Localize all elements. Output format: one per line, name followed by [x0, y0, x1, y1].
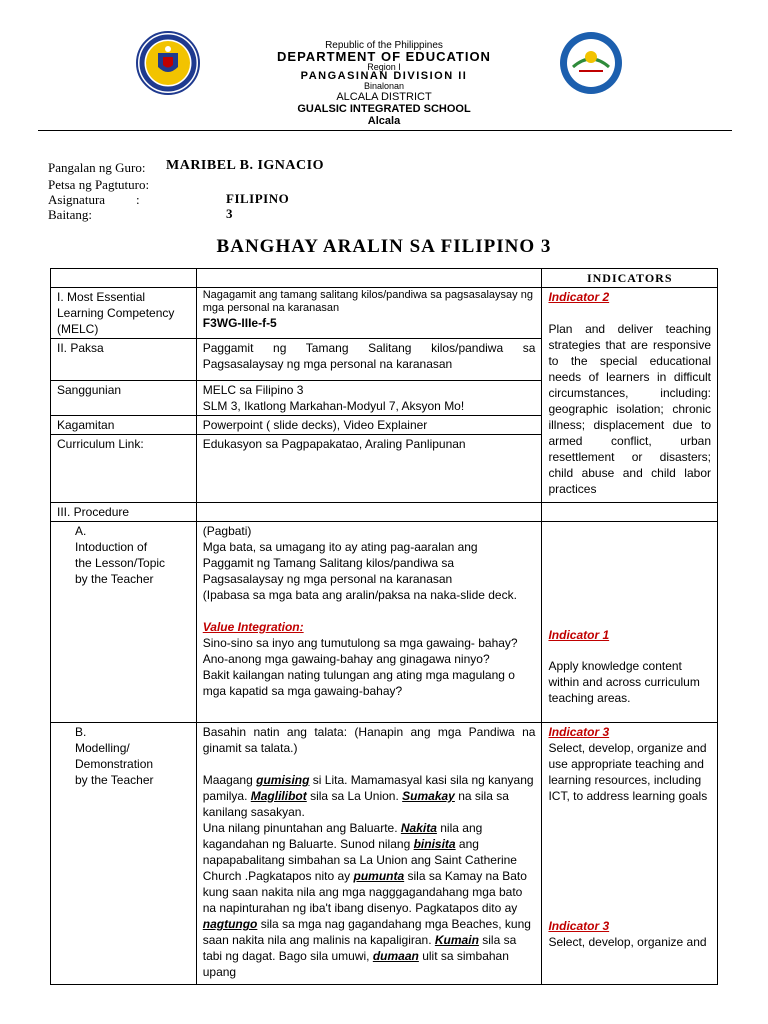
intro-line: Mga bata, sa umagang ito ay ating pag-aaralan ang — [202, 540, 478, 554]
value-line: Bakit kailangan nating tulungan ang ating mga magulang o — [202, 668, 515, 682]
table-header-row — [51, 269, 718, 288]
kagamitan-label: Kagamitan — [51, 416, 197, 435]
header-divider — [38, 130, 732, 131]
melc-code: F3WG-IIIe-f-5 — [202, 316, 277, 330]
modelling-label: Modelling/ Demonstration by the Teacher — [75, 741, 154, 787]
intro-line: (Pagbati) — [202, 524, 252, 538]
subject-colon: : — [136, 192, 140, 207]
table-row-procedure — [51, 503, 718, 522]
table-row-introduction — [51, 522, 718, 723]
indicator-3-title: Indicator 3 — [548, 725, 610, 739]
sanggunian-label: Sanggunian — [51, 381, 197, 416]
procedure-label: III. Procedure — [51, 503, 197, 522]
page-title: BANGHAY ARALIN SA FILIPINO 3 — [216, 236, 552, 257]
melc-text: Nagagamit ang tamang salitang kilos/pandiwa sa pagsasalaysay ng mga personal na karanasan — [202, 289, 533, 314]
verb-sumakay: Sumakay — [402, 789, 455, 803]
value-line: mga kapatid sa mga gawaing-bahay? — [202, 684, 403, 698]
indicator-3-cell — [542, 723, 718, 985]
value-line: Ano-anong mga gawaing-bahay ang ginagawa ninyo? — [202, 652, 490, 666]
paksa-text: Paggamit ng Tamang Salitang kilos/pandiwa sa Pagsasalaysay ng mga personal na karanasan — [196, 339, 542, 381]
division-line: PANGASINAN DIVISION II — [300, 70, 468, 82]
intro-number: A. — [75, 524, 87, 538]
republic-line: Republic of the Philippines — [325, 40, 443, 51]
region-line: Region I — [367, 62, 401, 72]
sanggunian-line-2: SLM 3, Ikatlong Markahan-Modyul 7, Aksyon Mo! — [202, 399, 465, 413]
story-paragraph: Maagang gumising si Lita. Mamamasyal kasi sila ng kanyang pamilya. Maglilibot sila sa La Union. Sumakay na sila sa kanilang sasakyan. — [202, 773, 534, 819]
paksa-label: II. Paksa — [51, 339, 197, 381]
verb-nakita: Nakita — [400, 821, 437, 835]
verb-kumain: Kumain — [434, 933, 479, 947]
verb-binisita: binisita — [413, 837, 456, 851]
verb-gumising: gumising — [256, 773, 310, 787]
teacher-value: MARIBEL B. IGNACIO — [166, 158, 324, 173]
school-line: GUALSIC INTEGRATED SCHOOL — [297, 103, 471, 115]
verb-maglilibot: Maglilibot — [250, 789, 307, 803]
town-line: Binalonan — [363, 81, 405, 91]
sanggunian-line-1: MELC sa Filipino 3 — [202, 383, 304, 397]
subject-value: FILIPINO — [226, 191, 290, 206]
intro-line: Pagsasalaysay ng mga personal na karanasan — [202, 572, 453, 586]
teacher-label: Pangalan ng Guro: — [48, 160, 146, 175]
indicator-2-title: Indicator 2 — [548, 290, 610, 304]
indicator-2-text: Plan and deliver teaching strategies that are responsive to the special educational needs of learners in difficult circumstances, including: geographic isolation; chronic illness; displacement due to armed conflict, urban resettlement or disasters; child abuse and child labor practices — [548, 322, 711, 496]
indicators-header: INDICATORS — [542, 269, 718, 288]
curriculum-text: Edukasyon sa Pagpapakatao, Araling Panlipunan — [196, 435, 542, 503]
indicator-3-text: Select, develop, organize and use appropriate teaching and learning resources, including ICT, to address learning goals — [548, 741, 708, 803]
intro-line: (Ipabasa sa mga bata ang aralin/paksa na naka-slide deck. — [202, 588, 517, 602]
department-line: DEPARTMENT OF EDUCATION — [277, 49, 491, 64]
intro-label: Intoduction of the Lesson/Topic by the Teacher — [75, 540, 166, 586]
table-row-modelling — [51, 723, 718, 985]
value-integration-heading: Value Integration: — [202, 620, 304, 634]
indicator-3b-title: Indicator 3 — [548, 919, 610, 933]
intro-line: Paggamit ng Tamang Salitang kilos/pandiwa sa — [202, 556, 455, 570]
indicator-3b-text: Select, develop, organize and — [548, 935, 707, 949]
lesson-plan-table — [50, 268, 718, 985]
melc-label: I. Most Essential Learning Competency (MELC) — [51, 288, 197, 339]
grade-label: Baitang: — [48, 207, 93, 222]
subject-label: Asignatura — [48, 192, 106, 207]
date-label: Petsa ng Pagtuturo: — [48, 177, 150, 192]
place-line: Alcala — [367, 115, 401, 127]
indicator-1-cell — [542, 522, 718, 723]
indicator-1-title: Indicator 1 — [548, 628, 610, 642]
district-line: ALCALA DISTRICT — [336, 91, 432, 103]
verb-nagtungo: nagtungo — [202, 917, 258, 931]
verb-pumunta: pumunta — [353, 869, 405, 883]
story-paragraph: Una nilang pinuntahan ang Baluarte. Nakita nila ang kagandahan ng Baluarte. Sunod nilang binisita ang napapabalitang simbahan sa La Union ang Saint Catherine Church .Pagkatapos nito ay pumunta sila sa Kamay na Bato kung saan nakita nila ang mga nagggagandahang mga bato na napinturahan ng iba't ibang disenyo. Pagkatapos dito ay nagtungo sila sa mga nag gagandahang mga Beaches, kung saan nakita nila ang malinis na kapaligiran. Kumain sila sa tabi ng dagat. Bago sila umuwi, dumaan ulit sa simbahan upang — [202, 821, 531, 979]
indicator-1-text: Apply knowledge content within and across curriculum teaching areas. — [548, 659, 700, 705]
indicator-2-cell — [542, 288, 718, 503]
modelling-number: B. — [75, 725, 87, 739]
table-row-melc — [51, 288, 718, 339]
verb-dumaan: dumaan — [372, 949, 419, 963]
grade-value: 3 — [226, 206, 233, 221]
value-line: Sino-sino sa inyo ang tumutulong sa mga gawaing- bahay? — [202, 636, 518, 650]
kagamitan-text: Powerpoint ( slide decks), Video Explainer — [196, 416, 542, 435]
curriculum-label: Curriculum Link: — [51, 435, 197, 503]
modelling-intro: Basahin natin ang talata: (Hanapin ang mga Pandiwa na ginamit sa talata.) — [202, 725, 536, 755]
